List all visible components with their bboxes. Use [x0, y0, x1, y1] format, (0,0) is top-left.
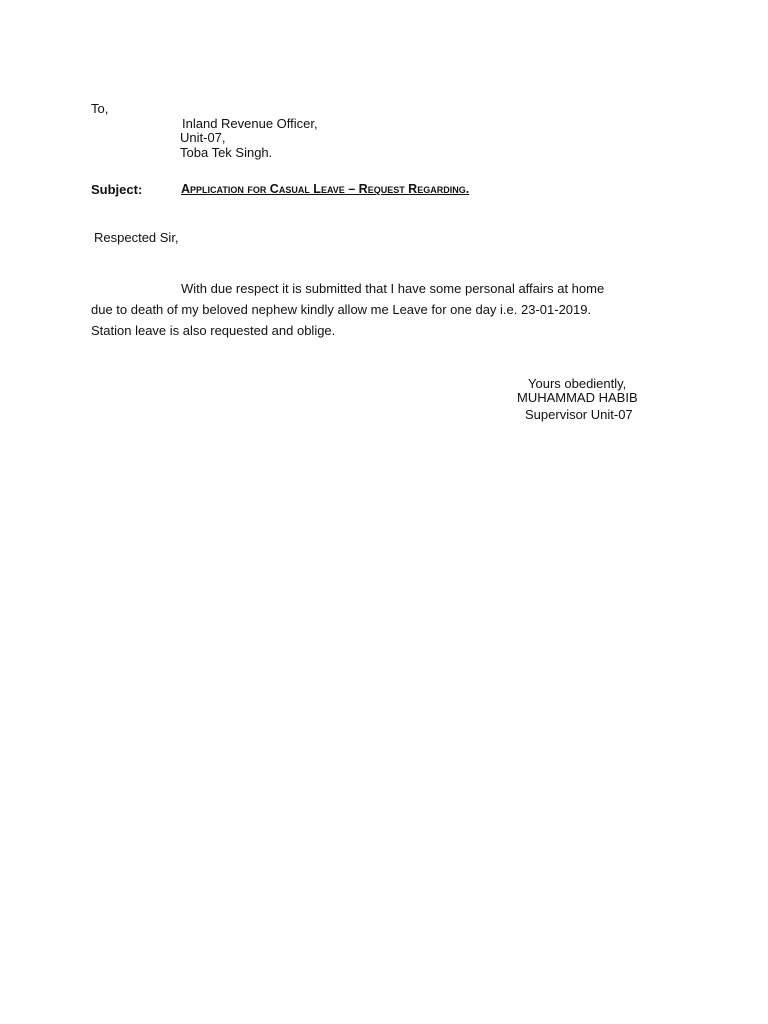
- subject-label: Subject:: [91, 182, 143, 197]
- body-line-2: due to death of my beloved nephew kindly allow me Leave for one day i.e. 23-01-2019.: [91, 302, 592, 317]
- to-label: To,: [91, 101, 109, 116]
- body-line-1: [91, 278, 691, 299]
- signatory-name: MUHAMMAD HABIB: [517, 390, 638, 405]
- salutation: Respected Sir,: [94, 230, 179, 245]
- addressee-line-1: Inland Revenue Officer,: [182, 116, 318, 131]
- signatory-title: Supervisor Unit-07: [525, 407, 633, 422]
- addressee-line-2: Unit-07,: [180, 130, 226, 145]
- body-line-3: Station leave is also requested and oblige.: [91, 323, 336, 338]
- closing: Yours obediently,: [528, 376, 627, 391]
- subject-text: Application for Casual Leave – Request Regarding.: [181, 182, 470, 196]
- addressee-line-3: Toba Tek Singh.: [180, 145, 273, 160]
- body-paragraph: [91, 278, 691, 341]
- body-line-1-text: With due respect it is submitted that I have some personal affairs at home: [181, 281, 605, 296]
